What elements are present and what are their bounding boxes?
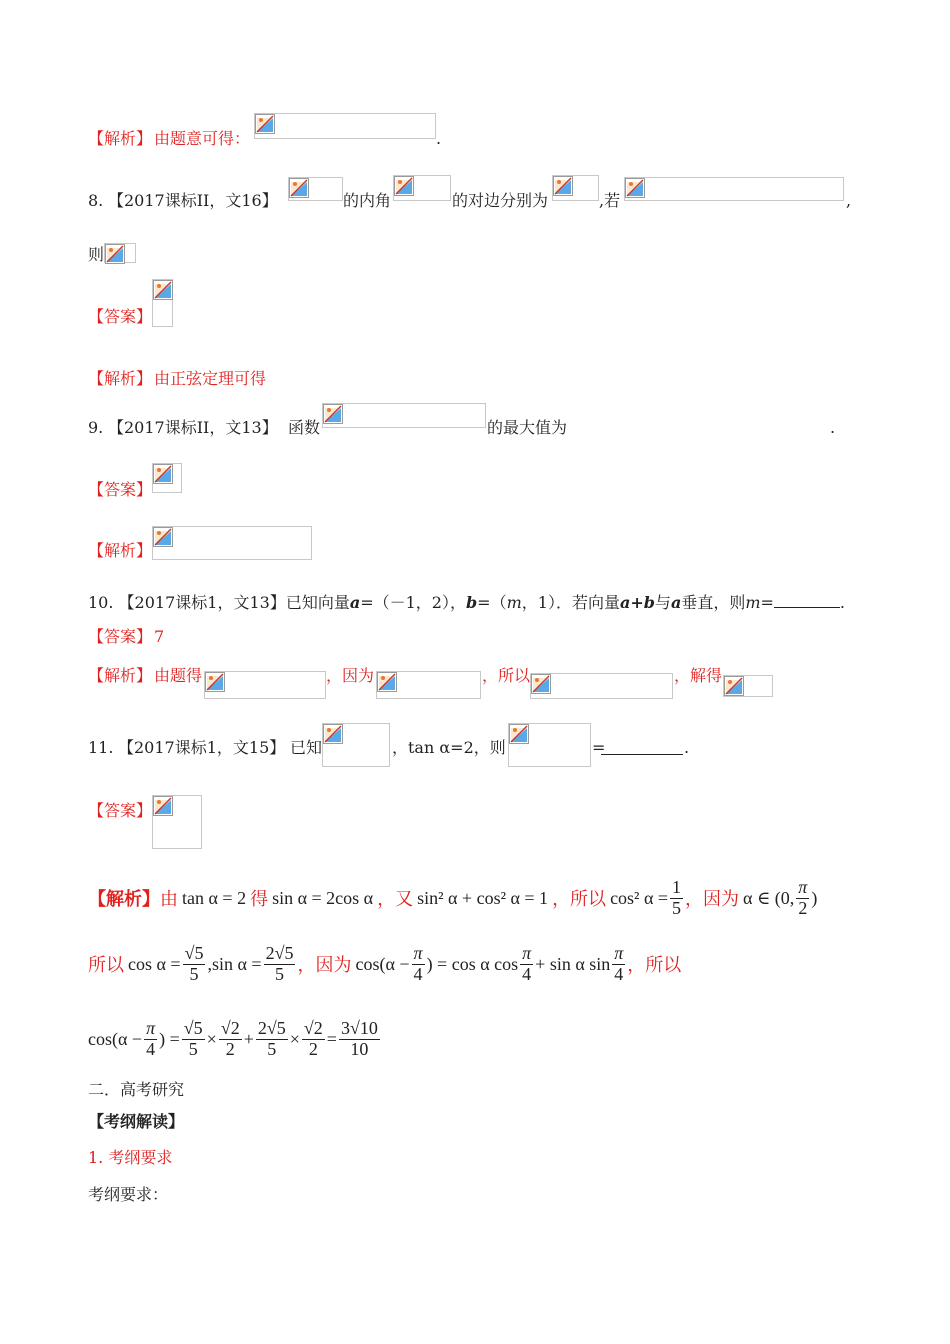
analysis-label: 【解析】 <box>88 889 160 910</box>
formula-image <box>376 671 481 699</box>
denominator: 5 <box>275 963 284 984</box>
analysis-text: ，所以 <box>482 666 531 685</box>
broken-image-icon <box>153 527 173 547</box>
section-item: 1. 考纲要求 <box>88 1148 173 1167</box>
question-source: 【2017课标II，文16】 <box>108 191 278 210</box>
numerator: π <box>146 1017 156 1038</box>
question-number: 10. <box>88 593 114 612</box>
fraction <box>412 944 425 985</box>
formula-image <box>552 175 599 201</box>
fraction <box>219 1019 242 1060</box>
period: . <box>684 738 690 757</box>
formula-tan: tan α = 2 <box>182 887 247 908</box>
analysis-text: ，因为 <box>326 666 375 685</box>
formula-image <box>322 403 486 428</box>
fraction <box>612 944 625 985</box>
question-source: 【2017课标1，文15】 <box>118 738 286 757</box>
section-body: 考纲要求： <box>88 1185 169 1204</box>
formula-op: = <box>326 1028 337 1049</box>
formula-image <box>322 723 390 767</box>
answer-label: 【答案】 <box>88 627 153 646</box>
formula-close: ) <box>811 887 818 908</box>
analysis-image <box>152 526 312 560</box>
analysis-label: 【解析】 <box>88 369 153 388</box>
formula-expand: ) = cos α cos <box>426 953 519 974</box>
numerator: 1 <box>672 876 682 897</box>
question-text: 已知向量 <box>285 593 350 612</box>
numerator: π <box>413 942 423 963</box>
analysis-text: 由正弦定理可得 <box>154 369 267 388</box>
broken-image-icon <box>377 672 397 692</box>
analysis-label: 【解析】 <box>88 129 153 148</box>
fraction <box>796 878 809 919</box>
question-text: , <box>846 191 852 210</box>
question-text: 的最大值为 <box>487 418 568 437</box>
question-text: 函数 <box>288 418 321 437</box>
numerator: √2 <box>220 1017 240 1038</box>
var-m: m <box>745 593 761 612</box>
broken-image-icon <box>553 176 573 196</box>
solution-text: 所以 <box>88 955 124 976</box>
numerator: √5 <box>184 942 204 963</box>
question-text: 的内角 <box>343 191 392 210</box>
numerator: 2√5 <box>265 942 294 963</box>
question-number: 8. <box>88 191 104 210</box>
numerator: √5 <box>183 1017 203 1038</box>
answer-value: 7 <box>154 627 165 646</box>
numerator: 3√10 <box>340 1017 378 1038</box>
formula-identity: sin² α + cos² α = 1 <box>417 887 549 908</box>
answer-label: 【答案】 <box>88 307 153 326</box>
solution-line-1 <box>88 876 817 920</box>
fraction <box>670 878 683 919</box>
denominator: 10 <box>350 1038 369 1059</box>
question-source: 【2017课标1，文13】 <box>118 593 286 612</box>
var-m: m <box>506 593 522 612</box>
numerator: √2 <box>303 1017 323 1038</box>
solution-text: ，又 <box>377 889 414 910</box>
question-text: 垂直，则 <box>681 593 746 612</box>
question-text: =（－1，2）， <box>360 593 466 612</box>
formula-image <box>624 177 844 201</box>
solution-line-3 <box>88 1014 382 1064</box>
formula-image <box>104 243 136 263</box>
analysis-label: 【解析】 <box>88 666 153 685</box>
numerator: π <box>798 876 808 897</box>
question-text: ，1）．若向量 <box>521 593 620 612</box>
formula-image <box>723 675 773 697</box>
formula-op: × <box>289 1028 300 1049</box>
answer-blank <box>601 740 683 755</box>
question-number: 9. <box>88 418 104 437</box>
numerator: π <box>614 942 624 963</box>
answer-image <box>152 279 173 327</box>
answer-image <box>152 463 182 493</box>
answer-blank <box>774 593 840 608</box>
question-text: 已知 <box>290 738 323 757</box>
denominator: 5 <box>267 1038 277 1059</box>
fraction <box>264 944 296 985</box>
solution-text: ，所以 <box>627 955 682 976</box>
analysis-text: 由题得 <box>154 666 203 685</box>
fraction <box>144 1019 157 1060</box>
question-number: 11. <box>88 738 114 757</box>
denominator: 5 <box>672 897 682 918</box>
denominator: 4 <box>522 963 532 984</box>
formula-op: + <box>243 1028 254 1049</box>
formula-op: × <box>206 1028 217 1049</box>
broken-image-icon <box>255 114 275 134</box>
solution-text: ，所以 <box>552 889 607 910</box>
question-text: 则 <box>88 245 105 264</box>
broken-image-icon <box>509 724 529 744</box>
question-text: ,若 <box>599 191 621 210</box>
broken-image-icon <box>153 464 173 484</box>
formula-sin: sin α = 2cos α <box>272 887 374 908</box>
solution-text: 得 <box>250 889 269 910</box>
broken-image-icon <box>323 404 343 424</box>
period: . <box>830 418 836 437</box>
formula-image <box>288 177 343 201</box>
formula-sin: ,sin α = <box>207 953 262 974</box>
formula-range: α ∈ (0, <box>743 887 795 908</box>
formula-image <box>393 175 451 201</box>
formula-cos-diff: cos(α − <box>355 953 410 974</box>
denominator: 4 <box>146 1038 156 1059</box>
numerator: 2√5 <box>257 1017 286 1038</box>
denominator: 5 <box>189 963 199 984</box>
analysis-text: ，解得 <box>674 666 723 685</box>
section-subhead: 【考纲解读】 <box>88 1112 185 1131</box>
broken-image-icon <box>625 178 645 198</box>
answer-label: 【答案】 <box>88 480 153 499</box>
formula-cos-diff: cos(α − <box>88 1028 143 1049</box>
denominator: 4 <box>413 963 423 984</box>
period: . <box>436 129 442 148</box>
question-source: 【2017课标II，文13】 <box>108 418 278 437</box>
formula-image <box>204 671 326 699</box>
solution-text: ，因为 <box>685 889 740 910</box>
broken-image-icon <box>205 672 225 692</box>
fraction <box>520 944 533 985</box>
broken-image-icon <box>153 796 173 816</box>
answer-image <box>152 795 202 849</box>
denominator: 4 <box>614 963 624 984</box>
question-text: =（ <box>477 593 507 612</box>
broken-image-icon <box>105 244 125 264</box>
section-title: 二．高考研究 <box>88 1080 185 1099</box>
vector-a: a <box>349 593 361 612</box>
vector-sum: a+b <box>619 593 655 612</box>
fraction <box>302 1019 325 1060</box>
question-line <box>88 593 845 611</box>
broken-image-icon <box>724 676 744 696</box>
formula-cos: cos α = <box>128 953 181 974</box>
denominator: 2 <box>225 1038 235 1059</box>
answer-label: 【答案】 <box>88 801 153 820</box>
broken-image-icon <box>531 674 551 694</box>
vector-a: a <box>670 593 682 612</box>
formula-expand: + sin α sin <box>535 953 611 974</box>
formula-image <box>254 113 436 139</box>
analysis-label: 【解析】 <box>88 541 153 560</box>
vector-b: b <box>465 593 478 612</box>
solution-text: ，因为 <box>297 955 352 976</box>
broken-image-icon <box>394 176 414 196</box>
question-text: 的对边分别为 <box>452 191 549 210</box>
broken-image-icon <box>289 178 309 198</box>
solution-line-2 <box>88 940 681 988</box>
broken-image-icon <box>153 280 173 300</box>
denominator: 2 <box>308 1038 318 1059</box>
fraction <box>183 944 206 985</box>
period: . <box>839 593 845 612</box>
solution-text: 由 <box>160 889 178 910</box>
formula-image <box>508 723 591 767</box>
formula-op: ) = <box>159 1028 180 1049</box>
denominator: 5 <box>188 1038 198 1059</box>
denominator: 2 <box>798 897 808 918</box>
question-text: ，tan α=2，则 <box>392 738 506 757</box>
fraction <box>339 1019 380 1060</box>
numerator: π <box>522 942 532 963</box>
fraction <box>256 1019 288 1060</box>
formula-image <box>530 673 673 699</box>
question-text: = <box>592 738 606 757</box>
question-text: = <box>760 593 774 612</box>
broken-image-icon <box>323 724 343 744</box>
analysis-text: 由题意可得： <box>154 129 251 148</box>
fraction <box>182 1019 205 1060</box>
question-text: 与 <box>654 593 671 612</box>
formula-cos2: cos² α = <box>610 887 669 908</box>
